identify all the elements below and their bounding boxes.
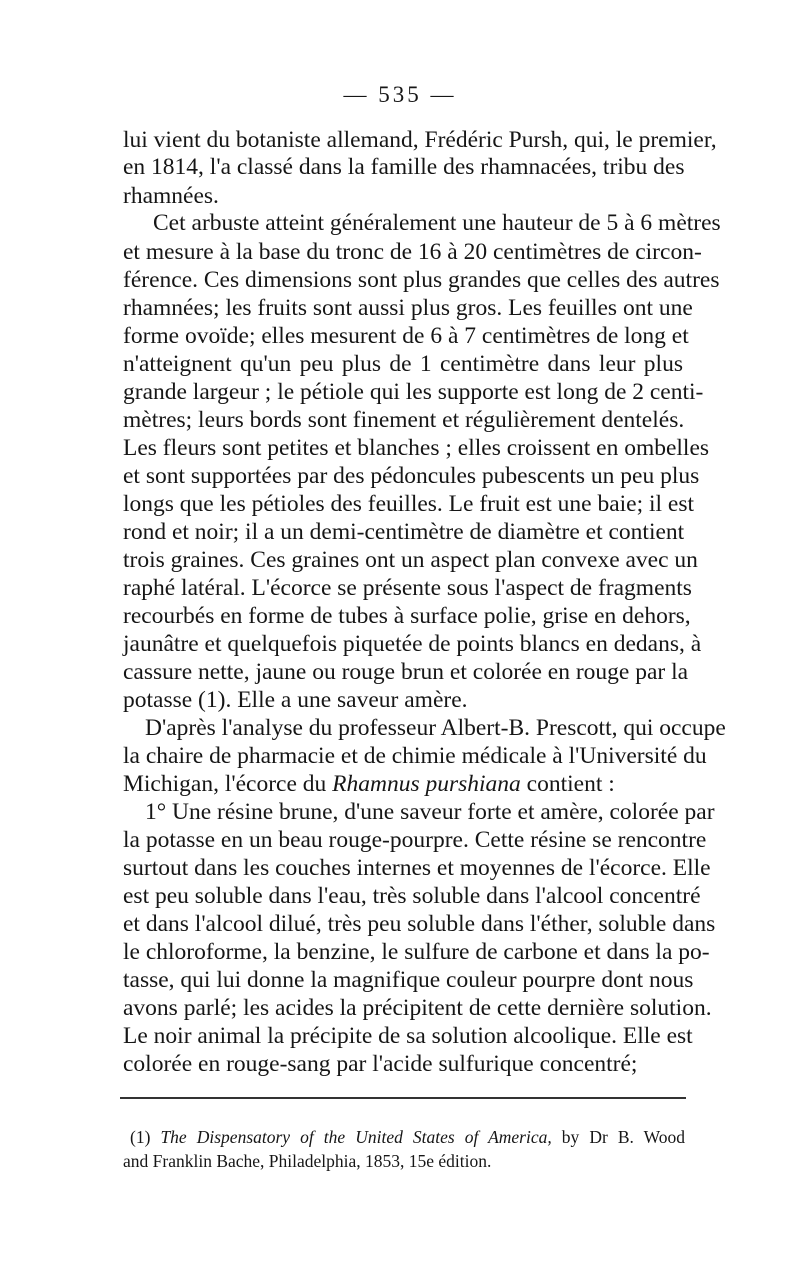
text-line: mètres; leurs bords sont finement et régulièrement dentelés. — [123, 407, 685, 433]
text-line: Le noir animal la précipite de sa solution alcoolique. Elle est — [123, 1023, 693, 1049]
text-line: Les fleurs sont petites et blanches ; elles croissent en ombelles — [123, 435, 710, 461]
footnote-line — [130, 1124, 685, 1150]
footnote-text: by Dr B. Wood — [551, 1127, 685, 1147]
text-line: rond et noir; il a un demi-centimètre de diamètre et contient — [123, 519, 685, 545]
text-line: jaunâtre et quelquefois piquetée de points blancs en dedans, à — [123, 631, 702, 657]
species-name: Rhamnus purshiana — [332, 771, 521, 797]
text-line: cassure nette, jaune ou rouge brun et colorée en rouge par la — [123, 659, 689, 685]
page-number: — 535 — — [343, 82, 457, 107]
text-line: lui vient du botaniste allemand, Frédéric Pursh, qui, le premier, — [123, 127, 717, 153]
footnote-marker: (1) — [130, 1127, 161, 1147]
text-line: D'après l'analyse du professeur Albert-B. Prescott, qui occupe — [145, 715, 726, 741]
text-line: rhamnées. — [123, 183, 219, 209]
text-line: et sont supportées par des pédoncules pubescents un peu plus — [123, 463, 700, 489]
footnote-divider — [120, 1097, 686, 1099]
text-line: la chaire de pharmacie et de chimie médicale à l'Université du — [123, 743, 707, 769]
text-line: raphé latéral. L'écorce se présente sous l'aspect de fragments — [123, 575, 692, 601]
text-line: et dans l'alcool dilué, très peu soluble dans l'éther, soluble dans — [123, 911, 716, 937]
text-line: longs que les pétioles des feuilles. Le fruit est une baie; il est — [123, 491, 695, 517]
text-line: est peu soluble dans l'eau, très soluble dans l'alcool concentré — [123, 883, 701, 909]
text-line: 1° Une résine brune, d'une saveur forte et amère, colorée par — [145, 799, 715, 825]
text-line: avons parlé; les acides la précipitent de cette dernière solution. — [123, 995, 712, 1021]
text-line: la potasse en un beau rouge-pourpre. Cette résine se rencontre — [123, 827, 707, 853]
text-segment: Michigan, l'écorce du — [123, 771, 333, 797]
text-line: colorée en rouge-sang par l'acide sulfurique concentré; — [123, 1051, 638, 1077]
footnote-title: The Dispensatory of the United States of America, — [160, 1127, 552, 1147]
text-line: férence. Ces dimensions sont plus grandes que celles des autres — [123, 267, 720, 293]
text-line: forme ovoïde; elles mesurent de 6 à 7 centimètres de long et — [123, 323, 689, 349]
text-line: potasse (1). Elle a une saveur amère. — [123, 687, 468, 713]
text-line: trois graines. Ces graines ont un aspect plan convexe avec un — [123, 547, 698, 573]
text-line: tasse, qui lui donne la magnifique couleur pourpre dont nous — [123, 967, 694, 993]
text-line: recourbés en forme de tubes à surface polie, grise en dehors, — [123, 603, 691, 629]
text-line: grande largeur ; le pétiole qui les supporte est long de 2 centi- — [123, 379, 704, 405]
text-line: surtout dans les couches internes et moyennes de l'écorce. Elle — [123, 855, 711, 881]
footnote-line: and Franklin Bache, Philadelphia, 1853, 15e édition. — [123, 1151, 492, 1171]
text-line: n'atteignent qu'un peu plus de 1 centimètre dans leur plus — [123, 351, 683, 377]
text-segment: contient : — [520, 771, 615, 797]
text-line: et mesure à la base du tronc de 16 à 20 centimètres de circon- — [123, 239, 702, 265]
text-line: Cet arbuste atteint généralement une hauteur de 5 à 6 mètres — [153, 210, 721, 236]
text-line: rhamnées; les fruits sont aussi plus gros. Les feuilles ont une — [123, 295, 693, 321]
text-line: en 1814, l'a classé dans la famille des rhamnacées, tribu des — [123, 154, 685, 180]
text-line: le chloroforme, la benzine, le sulfure de carbone et dans la po- — [123, 939, 710, 965]
